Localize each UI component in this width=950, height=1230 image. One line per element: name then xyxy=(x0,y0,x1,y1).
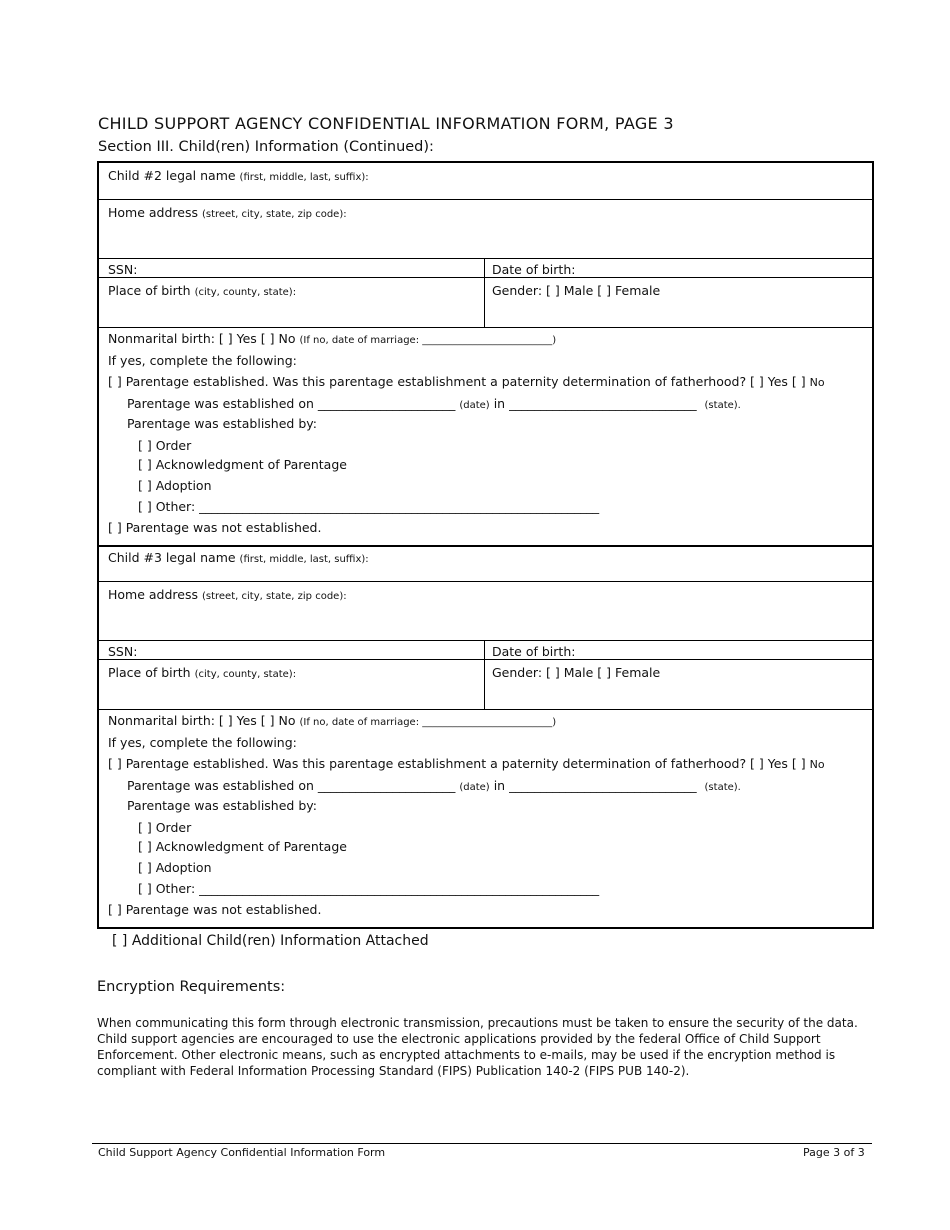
child-3-option-acknowledgment[interactable]: [ ] Acknowledgment of Parentage xyxy=(138,839,347,854)
child-2-place-of-birth-field[interactable]: Place of birth (city, county, state): xyxy=(108,283,297,298)
child-3-option-adoption[interactable]: [ ] Adoption xyxy=(138,860,212,875)
child-2-option-order[interactable]: [ ] Order xyxy=(138,438,192,453)
child-2-option-acknowledgment[interactable]: [ ] Acknowledgment of Parentage xyxy=(138,457,347,472)
encryption-title: Encryption Requirements: xyxy=(97,979,286,995)
child-3-home-address-field[interactable]: Home address (street, city, state, zip code): xyxy=(108,587,347,602)
child-3-place-of-birth-field[interactable]: Place of birth (city, county, state): xyxy=(108,665,297,680)
encryption-body: When communicating this form through electronic transmission, precautions must be taken to ensure the security of the data. Child support agencies are encouraged to use the electronic applications provided by the federal Office of Child Support Enforcement. Other electronic means, such as encrypted attachments to e-mails, may be used if the encryption method is compliant with Federal Information Processing Standard (FIPS) Publication 140-2 (FIPS PUB 140-2). xyxy=(97,1016,858,1078)
child-3-established-on[interactable]: Parentage was established on ______________________ (date) in ______________________________ (state). xyxy=(127,778,741,793)
child-3-legal-name-field[interactable]: Child #3 legal name (first, middle, last, suffix): xyxy=(108,550,369,565)
child-2-option-adoption[interactable]: [ ] Adoption xyxy=(138,478,212,493)
child-3-option-other[interactable]: [ ] Other: ________________________________________________________________ xyxy=(138,881,600,896)
section-title: Section III. Child(ren) Information (Continued): xyxy=(98,139,434,155)
child-3-dob-field[interactable]: Date of birth: xyxy=(492,644,576,659)
additional-children-checkbox[interactable]: [ ] Additional Child(ren) Information Attached xyxy=(112,933,429,949)
child-3-option-order[interactable]: [ ] Order xyxy=(138,820,192,835)
child-2-ssn-field[interactable]: SSN: xyxy=(108,262,138,277)
footer-divider xyxy=(92,1143,872,1144)
footer-page-number: Page 3 of 3 xyxy=(803,1146,865,1159)
child-2-nonmarital-birth[interactable]: Nonmarital birth: [ ] Yes [ ] No (If no, date of marriage: __________________________) xyxy=(108,331,557,346)
child-2-parentage-established[interactable]: [ ] Parentage established. Was this parentage establishment a paternity determination of fatherhood? [ ] Yes [ ] No xyxy=(108,374,825,389)
child-3-if-yes-label: If yes, complete the following: xyxy=(108,735,297,750)
child-2-home-address-field[interactable]: Home address (street, city, state, zip code): xyxy=(108,205,347,220)
child-2-not-established[interactable]: [ ] Parentage was not established. xyxy=(108,520,322,535)
child-2-legal-name-field[interactable]: Child #2 legal name (first, middle, last, suffix): xyxy=(108,168,369,183)
footer-form-name: Child Support Agency Confidential Information Form xyxy=(98,1146,386,1159)
page-title: CHILD SUPPORT AGENCY CONFIDENTIAL INFORMATION FORM, PAGE 3 xyxy=(98,114,674,133)
child-3-ssn-field[interactable]: SSN: xyxy=(108,644,138,659)
child-2-established-on[interactable]: Parentage was established on ______________________ (date) in ______________________________ (state). xyxy=(127,396,741,411)
child-3-parentage-established[interactable]: [ ] Parentage established. Was this parentage establishment a paternity determination of fatherhood? [ ] Yes [ ] No xyxy=(108,756,825,771)
child-3-gender-field[interactable]: Gender: [ ] Male [ ] Female xyxy=(492,665,661,680)
child-3-established-by-label: Parentage was established by: xyxy=(127,798,317,813)
child-info-form xyxy=(97,161,874,929)
child-2-established-by-label: Parentage was established by: xyxy=(127,416,317,431)
child-2-gender-field[interactable]: Gender: [ ] Male [ ] Female xyxy=(492,283,661,298)
child-2-dob-field[interactable]: Date of birth: xyxy=(492,262,576,277)
child-3-not-established[interactable]: [ ] Parentage was not established. xyxy=(108,902,322,917)
child-2-if-yes-label: If yes, complete the following: xyxy=(108,353,297,368)
child-3-nonmarital-birth[interactable]: Nonmarital birth: [ ] Yes [ ] No (If no, date of marriage: __________________________) xyxy=(108,713,557,728)
child-2-option-other[interactable]: [ ] Other: ________________________________________________________________ xyxy=(138,499,600,514)
